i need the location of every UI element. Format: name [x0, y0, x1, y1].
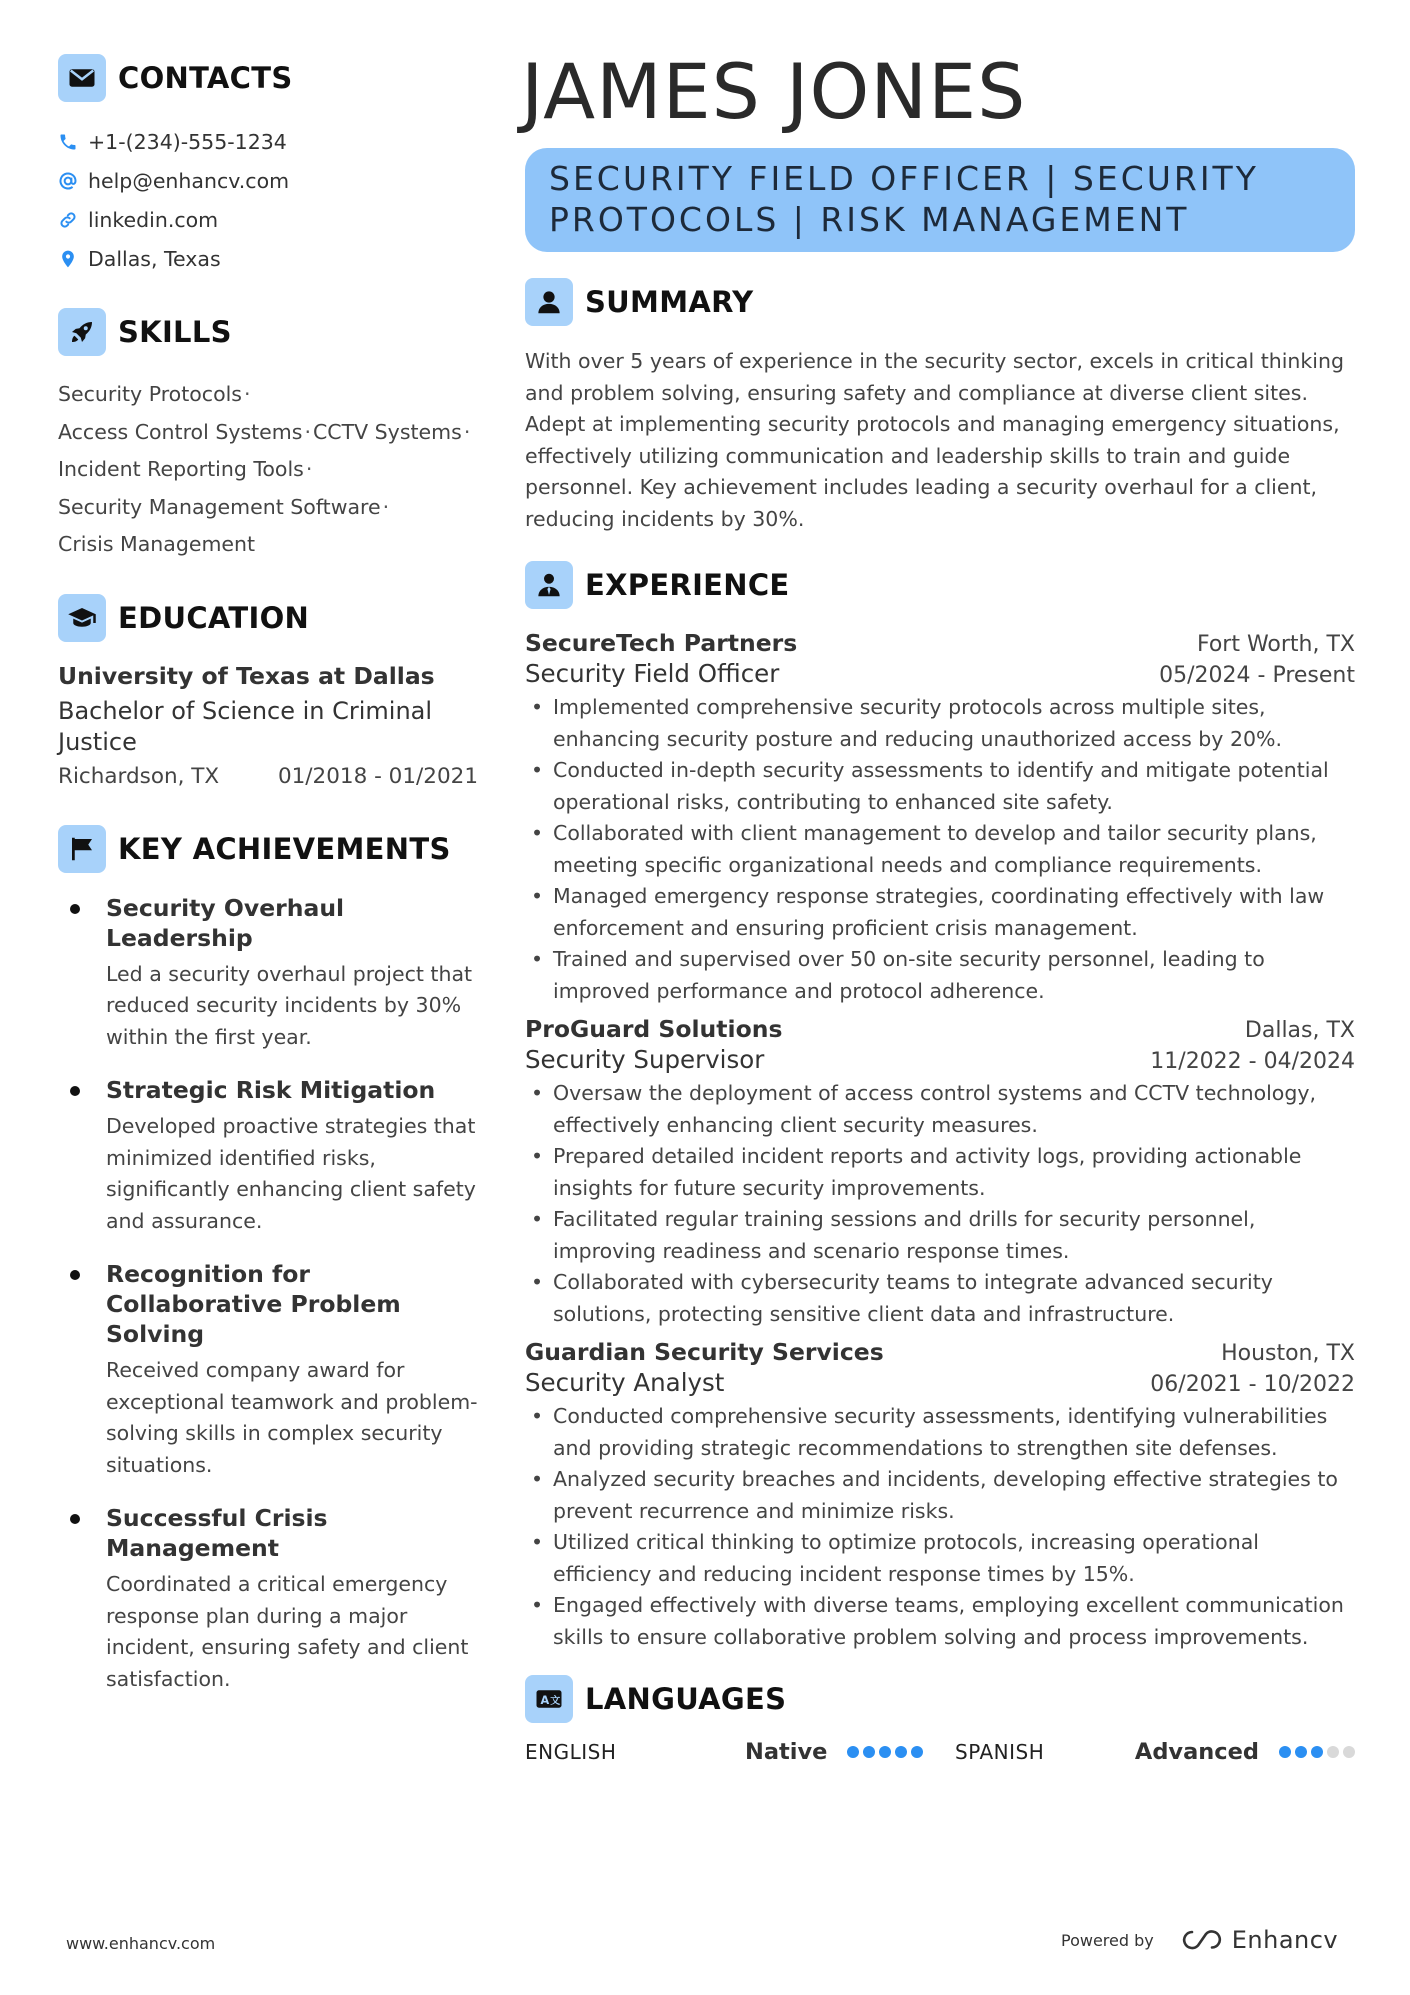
flag-icon	[58, 825, 106, 873]
skill-line-3: Incident Reporting Tools·	[58, 457, 313, 481]
achievement-title: Successful Crisis Management	[106, 1504, 328, 1562]
experience-bullets	[525, 1401, 1355, 1653]
at-icon	[58, 171, 78, 191]
summary-section	[525, 278, 1355, 535]
experience-bullet: • Collaborated with cybersecurity teams to integrate advanced security solutions, protecting sensitive client data and infrastructure.	[525, 1267, 1355, 1330]
achievement-desc: Received company award for exceptional teamwork and problem-solving skills in complex security situations.	[106, 1358, 478, 1477]
skill-item: Security Protocols	[58, 382, 242, 406]
language-level: Native	[745, 1739, 828, 1765]
experience-company: SecureTech Partners	[525, 629, 798, 657]
rating-dot-filled	[911, 1746, 923, 1758]
achievement-item	[58, 1503, 478, 1695]
experience-title: EXPERIENCE	[585, 568, 790, 602]
bullet-icon	[70, 1514, 80, 1524]
skill-item: Crisis Management	[58, 532, 256, 556]
languages-title: LANGUAGES	[585, 1682, 787, 1716]
experience-dates: 06/2021 - 10/2022	[1150, 1372, 1355, 1397]
experience-bullets	[525, 1078, 1355, 1330]
experience-dates: 11/2022 - 04/2024	[1150, 1049, 1355, 1074]
experience-role: Security Supervisor	[525, 1045, 765, 1074]
skill-item: CCTV Systems	[312, 419, 462, 444]
rating-dot-filled	[1311, 1746, 1323, 1758]
skill-item: Incident Reporting Tools	[58, 457, 304, 481]
experience-dates: 05/2024 - Present	[1159, 663, 1355, 688]
experience-bullet: • Conducted comprehensive security assessments, identifying vulnerabilities and providing strategic recommendations to strengthen site defenses.	[525, 1401, 1355, 1464]
skills-header	[58, 308, 478, 356]
skill-line-1: Security Protocols·	[58, 382, 251, 406]
experience-bullets	[525, 692, 1355, 1007]
rating-dot-filled	[1295, 1746, 1307, 1758]
experience-location: Fort Worth, TX	[1196, 632, 1355, 657]
experience-bullet: • Implemented comprehensive security protocols across multiple sites, enhancing security posture and reducing unauthorized access by 20%.	[525, 692, 1355, 755]
rating-dot-empty	[1327, 1746, 1339, 1758]
phone-text[interactable]: +1-(234)-555-1234	[88, 129, 287, 154]
education-school: University of Texas at Dallas	[58, 661, 435, 690]
rating-dot-filled	[863, 1746, 875, 1758]
language-icon	[525, 1675, 573, 1723]
enhancv-logo-icon	[1180, 1928, 1224, 1952]
education-meta	[58, 764, 478, 789]
envelope-icon	[58, 54, 106, 102]
achievements-list	[58, 893, 478, 1696]
email-text[interactable]: help@enhancv.com	[88, 168, 290, 193]
graduation-cap-icon	[58, 594, 106, 642]
map-pin-icon	[58, 249, 78, 269]
footer-website[interactable]: www.enhancv.com	[66, 1934, 216, 1953]
language-name: SPANISH	[955, 1740, 1045, 1764]
skill-item: Access Control Systems	[58, 419, 303, 444]
contact-location	[58, 239, 478, 278]
language-item	[955, 1739, 1355, 1765]
phone-icon	[58, 132, 78, 152]
language-item	[525, 1739, 955, 1765]
skill-line-2: Access Control Systems·CCTV Systems·	[58, 419, 471, 444]
skill-item: Security Management Software	[58, 494, 381, 519]
language-name: ENGLISH	[525, 1740, 617, 1764]
education-title: EDUCATION	[118, 600, 310, 635]
education-degree: Bachelor of Science in Criminal Justice	[58, 696, 433, 756]
rocket-icon	[58, 308, 106, 356]
achievements-title: KEY ACHIEVEMENTS	[118, 831, 451, 866]
summary-header	[525, 278, 1355, 326]
experience-bullet: • Oversaw the deployment of access control systems and CCTV technology, effectively enhancing client security measures.	[525, 1078, 1355, 1141]
education-header	[58, 594, 478, 642]
skill-line-4: Security Management Software·	[58, 494, 390, 519]
svg-text:A: A	[540, 1694, 550, 1707]
summary-title: SUMMARY	[585, 285, 754, 319]
achievement-desc: Led a security overhaul project that reduced security incidents by 30% within the first year.	[106, 961, 473, 1049]
experience-company: ProGuard Solutions	[525, 1015, 783, 1043]
languages-header	[525, 1675, 1355, 1723]
languages-section	[525, 1675, 1355, 1765]
contacts-title: CONTACTS	[118, 61, 293, 95]
bullet-icon	[70, 1086, 80, 1096]
rating-dot-filled	[895, 1746, 907, 1758]
achievement-item	[58, 1075, 478, 1237]
achievement-title: Security Overhaul Leadership	[106, 893, 345, 952]
achievement-desc: Developed proactive strategies that minimized identified risks, significantly enhancing client safety and assurance.	[106, 1114, 476, 1233]
experience-item	[525, 629, 1355, 1007]
achievement-item	[58, 1259, 478, 1481]
contact-list	[58, 122, 478, 278]
rating-dot-filled	[847, 1746, 859, 1758]
right-column	[521, 47, 1355, 1765]
achievements-header	[58, 825, 478, 873]
left-column	[58, 54, 478, 1717]
bullet-icon	[70, 1270, 80, 1280]
experience-bullet: • Engaged effectively with diverse teams, employing excellent communication skills to ensure collaborative problem solving and process improvements.	[525, 1590, 1355, 1653]
contact-email	[58, 161, 478, 200]
experience-company: Guardian Security Services	[525, 1338, 884, 1366]
experience-bullet: • Trained and supervised over 50 on-site security personnel, leading to improved performance and protocol adherence.	[525, 944, 1355, 1007]
user-icon	[525, 278, 573, 326]
businessman-icon	[525, 561, 573, 609]
experience-header	[525, 561, 1355, 609]
experience-item	[525, 1338, 1355, 1653]
contact-linkedin	[58, 200, 478, 239]
achievement-title: Strategic Risk Mitigation	[106, 1076, 436, 1104]
footer-brand	[1061, 1926, 1338, 1954]
location-text: Dallas, Texas	[88, 246, 221, 271]
education-location: Richardson, TX	[58, 763, 220, 789]
experience-bullet: • Facilitated regular training sessions and drills for security personnel, improving readiness and scenario response times.	[525, 1204, 1355, 1267]
brand-name: Enhancv	[1231, 1926, 1339, 1954]
language-rating	[1279, 1746, 1355, 1758]
summary-text: With over 5 years of experience in the security sector, excels in critical thinking and problem solving, ensuring safety and compliance at diverse client sites. Adept at implementing security protocols and managing emergency situations, effectively utilizing communication and leadership skills to train and guide personnel. Key achievement includes leading a security overhaul for a client, reducing incidents by 30%.	[525, 349, 1344, 531]
experience-bullet: • Prepared detailed incident reports and activity logs, providing actionable insights for future security improvements.	[525, 1141, 1355, 1204]
experience-bullet: • Collaborated with client management to develop and tailor security plans, meeting specific organizational needs and compliance requirements.	[525, 818, 1355, 881]
language-rating	[847, 1746, 923, 1758]
experience-location: Dallas, TX	[1244, 1018, 1355, 1043]
achievement-title: Recognition for Collaborative Problem Solving	[106, 1260, 401, 1348]
achievement-desc: Coordinated a critical emergency response plan during a major incident, ensuring safety and client satisfaction.	[106, 1572, 469, 1691]
skills-title: SKILLS	[118, 315, 232, 349]
experience-bullet: • Conducted in-depth security assessments to identify and mitigate potential operational risks, contributing to enhanced site safety.	[525, 755, 1355, 818]
link-icon	[58, 210, 78, 230]
language-level: Advanced	[1134, 1739, 1259, 1765]
experience-role: Security Analyst	[525, 1368, 725, 1397]
rating-dot-filled	[879, 1746, 891, 1758]
rating-dot-empty	[1343, 1746, 1355, 1758]
experience-bullet: • Utilized critical thinking to optimize protocols, increasing operational efficiency and reducing incident response times by 15%.	[525, 1527, 1355, 1590]
experience-item	[525, 1015, 1355, 1330]
bullet-icon	[70, 904, 80, 914]
candidate-name: JAMES JONES	[521, 47, 1027, 136]
experience-location: Houston, TX	[1221, 1341, 1355, 1366]
rating-dot-filled	[1279, 1746, 1291, 1758]
achievement-item	[58, 893, 478, 1054]
experience-bullet: • Managed emergency response strategies, coordinating effectively with law enforcement and ensuring proficient crisis management.	[525, 881, 1355, 944]
contacts-header	[58, 54, 478, 102]
skill-line-5	[58, 526, 478, 564]
contact-phone	[58, 122, 478, 161]
education-dates: 01/2018 - 01/2021	[277, 763, 478, 789]
languages-row	[525, 1739, 1355, 1765]
svg-text:文: 文	[550, 1696, 561, 1707]
linkedin-text[interactable]: linkedin.com	[88, 207, 219, 232]
experience-section	[525, 561, 1355, 1653]
skills-list	[58, 376, 478, 564]
headline-banner: SECURITY FIELD OFFICER | SECURITY PROTOCOLS | RISK MANAGEMENT	[525, 148, 1355, 252]
experience-bullet: • Analyzed security breaches and incidents, developing effective strategies to prevent recurrence and minimize risks.	[525, 1464, 1355, 1527]
powered-by-text: Powered by	[1061, 1930, 1154, 1950]
experience-role: Security Field Officer	[525, 659, 780, 688]
